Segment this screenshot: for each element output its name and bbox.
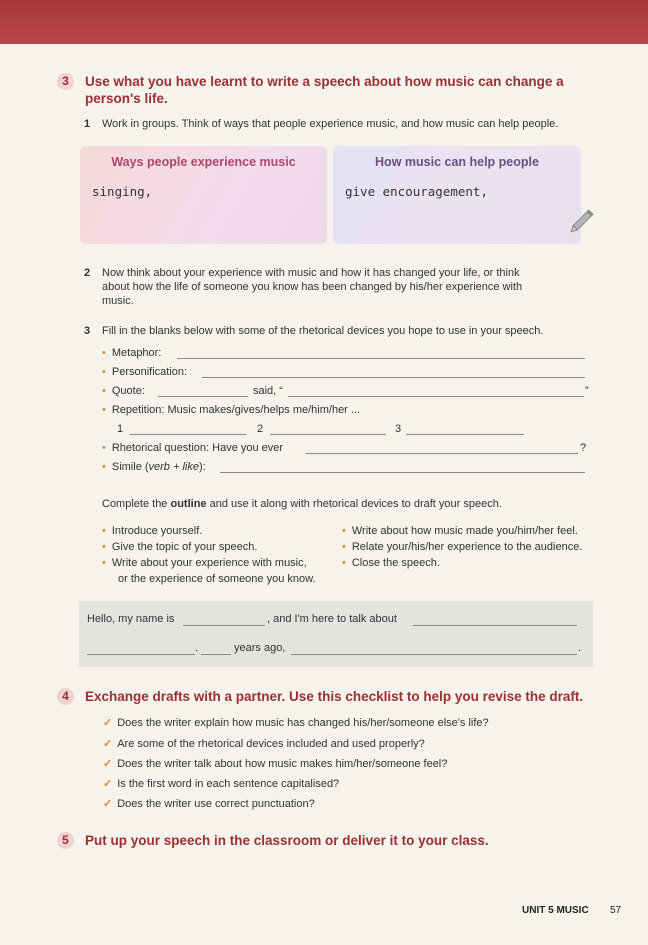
step-1-number: 1 [84, 118, 91, 130]
metaphor-blank[interactable] [177, 358, 585, 359]
question-3-title-line1: Use what you have learnt to write a speech about how music can change a [85, 74, 564, 89]
device-question: • Rhetorical question: Have you ever [102, 442, 284, 454]
checklist-item-5: ✓ Does the writer use correct punctuation? [103, 798, 315, 810]
draft-line2-blank-a[interactable] [87, 654, 195, 655]
draft-text-a: Hello, my name is [87, 613, 175, 625]
repetition-3-blank[interactable] [406, 434, 524, 435]
draft-text-c: . [195, 642, 199, 654]
simile-blank[interactable] [220, 472, 585, 473]
draft-box [79, 601, 593, 667]
question-4-number: 4 [57, 688, 74, 705]
outline-right-1: • Write about how music made you/him/her feel. [342, 525, 578, 537]
outline-left-2: • Give the topic of your speech. [102, 541, 258, 553]
step-3-number: 3 [84, 325, 91, 337]
help-box [333, 146, 581, 244]
draft-text-e: . [578, 642, 582, 654]
experience-entry[interactable]: singing, [92, 184, 153, 199]
checklist-item-3: ✓ Does the writer talk about how music makes him/her/someone feel? [103, 758, 448, 770]
question-mark: ? [580, 442, 587, 454]
checklist-item-2: ✓ Are some of the rhetorical devices included and used properly? [103, 738, 425, 750]
step-2-line1: Now think about your experience with music and how it has changed your life, or think [102, 267, 520, 279]
personification-blank[interactable] [202, 377, 585, 378]
device-personification: • Personification: [102, 366, 188, 378]
device-quote: • Quote: [102, 385, 145, 397]
question-blank[interactable] [306, 453, 578, 454]
quote-speaker-blank[interactable] [158, 396, 248, 397]
experience-box [80, 146, 327, 244]
check-icon: ✓ [103, 778, 113, 790]
outline-right-2: • Relate your/his/her experience to the audience. [342, 541, 583, 553]
footer-page-number: 57 [610, 905, 622, 916]
repetition-3-label: 3 [395, 423, 402, 435]
outline-left-3-cont: or the experience of someone you know. [118, 573, 316, 585]
repetition-1-blank[interactable] [130, 434, 246, 435]
draft-text-d: years ago, [234, 642, 286, 654]
check-icon: ✓ [103, 738, 113, 750]
step-2-line3: music. [102, 295, 134, 307]
draft-topic-blank[interactable] [413, 625, 577, 626]
check-icon: ✓ [103, 798, 113, 810]
device-metaphor: • Metaphor: [102, 347, 162, 359]
repetition-1-label: 1 [117, 423, 124, 435]
step-1 [84, 117, 604, 131]
experience-header: Ways people experience music [111, 155, 296, 169]
question-5-title: Put up your speech in the classroom or deliver it to your class. [85, 833, 489, 848]
outline-right-3: • Close the speech. [342, 557, 440, 569]
repetition-2-label: 2 [257, 423, 264, 435]
question-3-title-line2: person's life. [85, 91, 168, 106]
help-header: How music can help people [375, 155, 539, 169]
repetition-2-blank[interactable] [270, 434, 386, 435]
draft-text-b: , and I'm here to talk about [267, 613, 397, 625]
quote-said: said, “ [253, 385, 283, 397]
step-2 [84, 266, 604, 308]
footer-unit: UNIT 5 MUSIC [522, 905, 589, 916]
step-2-number: 2 [84, 267, 91, 279]
draft-years-blank[interactable] [201, 654, 231, 655]
device-repetition: • Repetition: Music makes/gives/helps me/him/her ... [102, 404, 361, 416]
draft-name-blank[interactable] [183, 625, 265, 626]
outline-left-3: • Write about your experience with music, [102, 557, 307, 569]
top-color-band [0, 0, 648, 44]
pencil-icon [565, 206, 597, 238]
question-3-number: 3 [57, 73, 74, 90]
step-2-line2: about how the life of someone you know has been changed by his/her experience with [102, 281, 523, 293]
help-entry[interactable]: give encouragement, [345, 184, 488, 199]
outline-left-1: • Introduce yourself. [102, 525, 203, 537]
quote-close: ” [585, 385, 589, 397]
check-icon: ✓ [103, 758, 113, 770]
question-5-number: 5 [57, 832, 74, 849]
draft-line2-blank-b[interactable] [291, 654, 577, 655]
check-icon: ✓ [103, 717, 113, 729]
step-1-text: Work in groups. Think of ways that people experience music, and how music can help people. [102, 118, 559, 130]
step-3 [84, 324, 614, 338]
checklist-item-1: ✓ Does the writer explain how music has changed his/her/someone else's life? [103, 717, 489, 729]
checklist-item-4: ✓ Is the first word in each sentence capitalised? [103, 778, 340, 790]
question-4-title: Exchange drafts with a partner. Use this checklist to help you revise the draft. [85, 689, 584, 704]
quote-text-blank[interactable] [288, 396, 584, 397]
step-3-text: Fill in the blanks below with some of the rhetorical devices you hope to use in your speech. [102, 325, 544, 337]
device-simile: • Simile (verb + like): [102, 461, 206, 473]
outline-intro: Complete the outline and use it along with rhetorical devices to draft your speech. [102, 498, 502, 510]
